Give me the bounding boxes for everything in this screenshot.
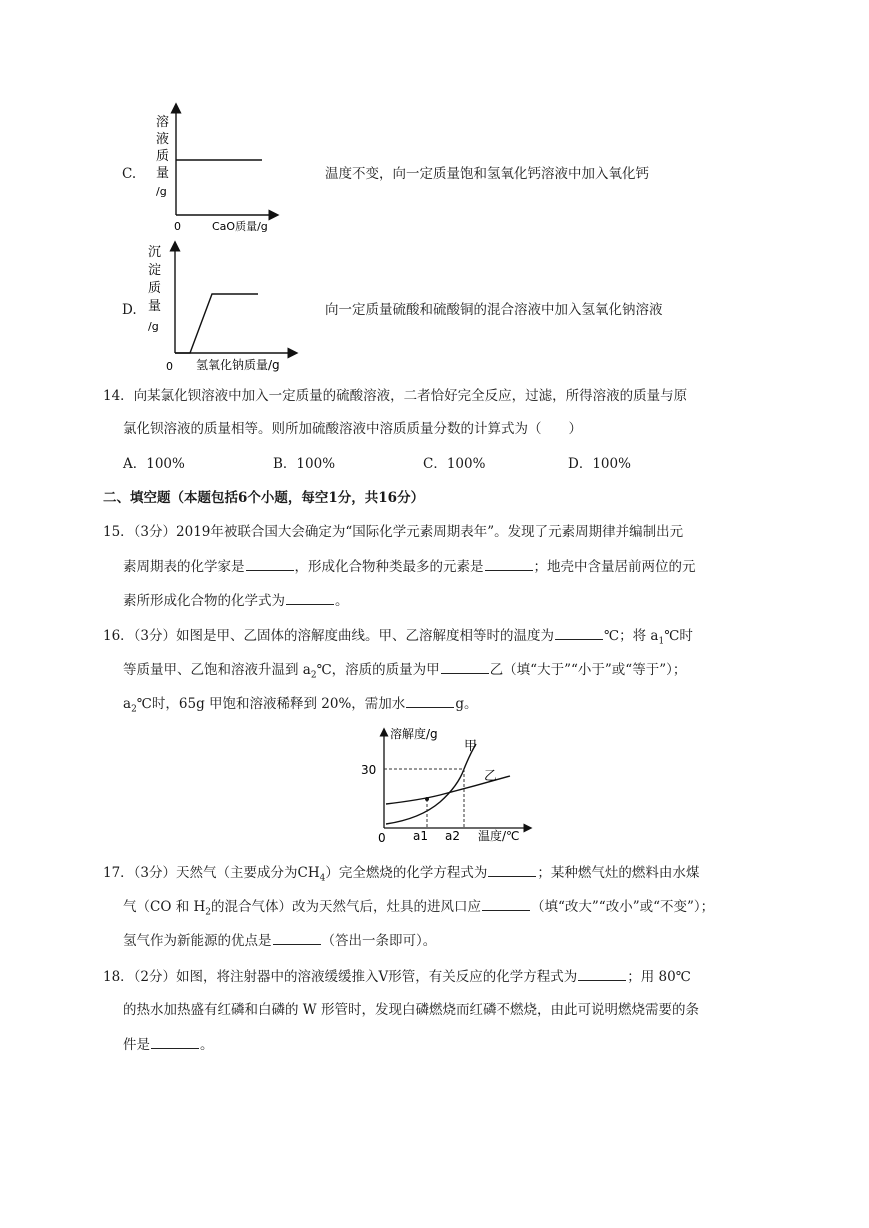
- graph-c: [148, 100, 283, 236]
- answer-blank[interactable]: [485, 556, 533, 571]
- answer-blank[interactable]: [488, 862, 536, 877]
- ylabel-char: 质: [156, 149, 170, 164]
- q17-line3: [123, 930, 436, 951]
- ylabel-char: 溶: [156, 115, 170, 130]
- text: a: [123, 696, 132, 712]
- subscript: 1: [658, 636, 665, 647]
- q16-line1: [103, 625, 693, 652]
- q18-line3: [123, 1034, 214, 1055]
- q15-line3: [123, 590, 349, 611]
- series-label-yi: 乙: [484, 769, 498, 784]
- ylabel-char: 量: [148, 299, 162, 314]
- answer-blank[interactable]: [482, 896, 530, 911]
- text: ℃；将 a: [604, 628, 659, 644]
- answer-blank[interactable]: [441, 659, 489, 674]
- answer-blank[interactable]: [406, 693, 454, 708]
- series-jia-curve: [386, 744, 476, 824]
- q17-line2: [123, 896, 714, 923]
- subscript: 2: [205, 907, 211, 918]
- option-c-desc: 温度不变，向一定质量饱和氢氧化钙溶液中加入氧化钙: [325, 166, 649, 182]
- answer-blank[interactable]: [578, 966, 626, 981]
- text: 气（CO 和 H: [123, 899, 206, 915]
- q14-line2: 氯化钡溶液的质量相等。则所加硫酸溶液中溶质质量分数的计算式为（ ）: [123, 421, 582, 437]
- text: g。: [455, 696, 478, 712]
- option-d-letter: D.: [122, 302, 137, 318]
- answer-blank[interactable]: [151, 1034, 199, 1049]
- ylabel-char: 沉: [148, 245, 162, 260]
- text: 等质量甲、乙饱和溶液升温到 a: [123, 662, 311, 678]
- subscript: 4: [319, 873, 326, 884]
- text: ）完全燃烧的化学方程式为: [325, 865, 488, 881]
- answer-blank[interactable]: [246, 556, 294, 571]
- series-label-jia: 甲: [464, 739, 478, 754]
- text: 氢气作为新能源的优点是: [123, 933, 272, 949]
- xlabel: 氢氧化钠质量/g: [196, 358, 280, 372]
- xtick-a1: a1: [413, 829, 428, 843]
- text: 的混合气体）改为天然气后，灶具的进风口应: [211, 899, 481, 915]
- chart-ylabel: 溶解度/g: [390, 727, 438, 741]
- q18-line1: [103, 966, 691, 987]
- text: ；用 80℃: [627, 969, 691, 985]
- origin-label: 0: [166, 360, 173, 373]
- q15-line2: [123, 556, 696, 577]
- ylabel-char: 液: [156, 132, 170, 147]
- intersection-point: [425, 797, 429, 801]
- text: 。: [335, 593, 349, 609]
- text: ；地壳中含量居前两位的元: [533, 559, 696, 575]
- answer-blank[interactable]: [286, 590, 334, 605]
- section-heading: 二、填空题（本题包括6个小题，每空1分，共16分）: [103, 490, 425, 506]
- graph-d: [138, 238, 313, 374]
- q17-line1: [103, 862, 699, 889]
- subscript: 2: [310, 670, 317, 681]
- answer-blank[interactable]: [555, 625, 603, 640]
- subscript: 2: [131, 704, 137, 715]
- ylabel-char: /g: [156, 185, 167, 198]
- text: 18．（2分）如图，将注射器中的溶液缓缓推入V形管，有关反应的化学方程式为: [103, 969, 578, 985]
- q14-line1: 14．向某氯化钡溶液中加入一定质量的硫酸溶液，二者恰好完全反应，过滤，所得溶液的质量与原: [103, 388, 688, 404]
- text: ℃，溶质的质量为甲: [316, 662, 440, 678]
- xtick-a2: a2: [445, 829, 460, 843]
- q16-line3: [123, 693, 477, 720]
- text: 素周期表的化学家是: [123, 559, 245, 575]
- option-c-letter: C.: [122, 166, 137, 182]
- chart-xlabel: 温度/℃: [478, 829, 520, 843]
- text: ，形成化合物种类最多的元素是: [294, 559, 484, 575]
- ylabel-char: 淀: [148, 263, 162, 278]
- text: 素所形成化合物的化学式为: [123, 593, 285, 609]
- ylabel-char: /g: [148, 320, 159, 333]
- option-d-desc: 向一定质量硫酸和硫酸铜的混合溶液中加入氢氧化钠溶液: [325, 302, 663, 318]
- text: 乙（填“大于”“小于”或“等于”）；: [489, 662, 687, 678]
- curve-line: [175, 294, 258, 353]
- q14-option-d: D．100%: [568, 456, 631, 472]
- text: ；某种燃气灶的燃料由水煤: [537, 865, 700, 881]
- ytick-30: 30: [361, 763, 377, 777]
- origin-label: 0: [174, 220, 181, 233]
- q15-line1: 15．（3分）2019年被联合国大会确定为“国际化学元素周期表年”。发现了元素周期律并编制出元: [103, 524, 684, 540]
- q14-option-a: A．100%: [123, 456, 185, 472]
- q16-line2: [123, 659, 686, 686]
- ylabel-char: 质: [148, 281, 162, 296]
- text: 17．（3分）天然气（主要成分为CH: [103, 865, 320, 881]
- text: ℃时: [664, 628, 693, 644]
- text: ℃时，65g 甲饱和溶液稀释到 20%，需加水: [136, 696, 406, 712]
- q14-option-b: B．100%: [273, 456, 336, 472]
- text: （答出一条即可）。: [321, 933, 437, 949]
- q18-line2: 的热水加热盛有红磷和白磷的 W 形管时，发现白磷燃烧而红磷不燃烧，由此可说明燃烧需要的条: [123, 1002, 699, 1018]
- solubility-chart: [360, 724, 535, 848]
- xlabel: CaO质量/g: [212, 220, 268, 233]
- text: 。: [200, 1037, 214, 1053]
- q14-option-c: C．100%: [423, 456, 486, 472]
- text: 件是: [123, 1037, 150, 1053]
- origin-label: 0: [378, 831, 386, 845]
- text: （填“改大”“改小”或“不变”）；: [531, 899, 715, 915]
- text: 16．（3分）如图是甲、乙固体的溶解度曲线。甲、乙溶解度相等时的温度为: [103, 628, 555, 644]
- ylabel-char: 量: [156, 166, 170, 181]
- answer-blank[interactable]: [273, 930, 321, 945]
